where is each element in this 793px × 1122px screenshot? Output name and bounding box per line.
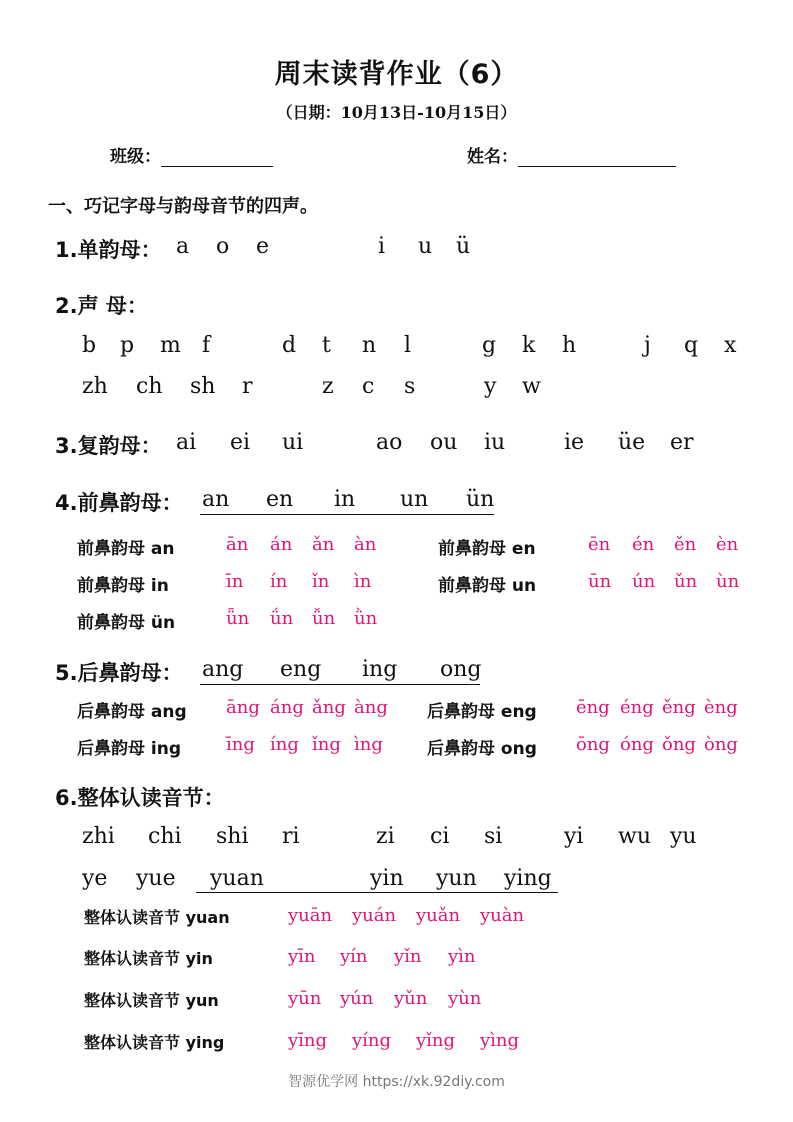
initial: z — [322, 374, 334, 399]
tone-syllable: àng — [354, 697, 388, 718]
class-blank — [161, 148, 273, 167]
tone-syllable: òng — [704, 734, 738, 755]
compound-final: ie — [564, 430, 585, 455]
tone-row-label: 后鼻韵母 ing — [77, 739, 182, 759]
tone-syllable: yīng — [288, 1030, 328, 1051]
single-final: u — [418, 234, 433, 259]
tone-syllable: yún — [340, 988, 374, 1009]
compound-finals-label-text: 3.复韵母： — [55, 434, 162, 458]
tone-syllable: ǘn — [270, 608, 294, 629]
front-nasal-final: ün — [466, 487, 495, 512]
tone-syllable: yuǎn — [416, 905, 461, 926]
name-field — [467, 142, 676, 167]
single-final: e — [256, 234, 270, 259]
initials-label-text: 2.声 母： — [55, 294, 148, 318]
front-nasal-underline — [200, 514, 494, 515]
tone-row-ong — [427, 734, 537, 759]
tone-row-en — [438, 534, 536, 559]
initial: n — [362, 333, 377, 358]
initial: r — [242, 374, 253, 399]
whole-syllable: yi — [564, 824, 584, 849]
tone-syllable: yìng — [480, 1030, 520, 1051]
whole-syllable: zi — [376, 824, 395, 849]
initial: g — [482, 333, 497, 358]
name-label: 姓名： — [467, 147, 518, 167]
tone-syllable: ùn — [716, 571, 740, 592]
initial: k — [522, 333, 536, 358]
front-nasal-label-text: 4.前鼻韵母： — [55, 491, 183, 515]
tone-syllable: yuán — [352, 905, 397, 926]
tone-row-yin — [84, 946, 213, 969]
tone-row-label: 后鼻韵母 ong — [427, 739, 537, 759]
tone-syllable: ēn — [588, 534, 611, 555]
tone-syllable: yín — [340, 946, 368, 967]
tone-syllable: ǎn — [312, 534, 335, 555]
tone-syllable: ún — [632, 571, 656, 592]
tone-syllable: én — [632, 534, 655, 555]
initial: m — [160, 333, 181, 358]
single-final: ü — [456, 234, 471, 259]
tone-syllable: yǐng — [416, 1030, 456, 1051]
tone-syllable: ūn — [588, 571, 612, 592]
back-nasal-final: eng — [280, 657, 322, 682]
tone-syllable: yìn — [448, 946, 476, 967]
tone-syllable: yǐn — [394, 946, 422, 967]
back-nasal-label — [55, 657, 183, 687]
initial: t — [322, 333, 331, 358]
tone-syllable: ín — [270, 571, 288, 592]
compound-final: ui — [282, 430, 304, 455]
back-nasal-label-text: 5.后鼻韵母： — [55, 661, 183, 685]
whole-syllable: si — [484, 824, 503, 849]
tone-syllable: yíng — [352, 1030, 392, 1051]
tone-syllable: èn — [716, 534, 739, 555]
front-nasal-final: en — [266, 487, 294, 512]
tone-row-un-umlaut — [77, 608, 175, 633]
whole-syllables-underline — [196, 892, 558, 893]
tone-syllable: ǔn — [674, 571, 698, 592]
single-final: i — [378, 234, 386, 259]
single-final: o — [216, 234, 230, 259]
date-line: （日期：10月13日-10月15日） — [276, 103, 517, 122]
tone-row-yun — [84, 988, 219, 1011]
tone-syllable: yuān — [288, 905, 333, 926]
class-field — [110, 142, 273, 167]
single-finals-label: 1.单韵母： — [55, 238, 162, 262]
tone-syllable: ǐn — [312, 571, 330, 592]
tone-row-label: 后鼻韵母 ang — [77, 702, 187, 722]
initial: j — [644, 333, 651, 358]
tone-row-label: 整体认读音节 yuan — [84, 908, 230, 927]
page-title: 周末读背作业（6） — [274, 59, 519, 90]
tone-syllable: óng — [620, 734, 654, 755]
tone-syllable: yīn — [288, 946, 316, 967]
initial: h — [562, 333, 577, 358]
front-nasal-final: in — [334, 487, 356, 512]
tone-syllable: áng — [270, 697, 304, 718]
back-nasal-final: ang — [202, 657, 244, 682]
tone-syllable: ǎng — [312, 697, 346, 718]
tone-syllable: ǚn — [312, 608, 336, 629]
tone-row-label: 整体认读音节 yun — [84, 991, 219, 1010]
whole-syllable: ci — [430, 824, 450, 849]
initial: p — [120, 333, 135, 358]
compound-final: ai — [176, 430, 197, 455]
whole-syllable: yu — [670, 824, 697, 849]
initials-label — [55, 290, 148, 320]
tone-row-label: 前鼻韵母 un — [438, 576, 537, 596]
tone-syllable: án — [270, 534, 293, 555]
name-blank — [518, 148, 676, 167]
class-label: 班级： — [110, 147, 161, 167]
compound-finals-label — [55, 430, 162, 460]
whole-syllable: yuan — [210, 866, 264, 891]
tone-syllable: ìng — [354, 734, 383, 755]
tone-syllable: ǖn — [226, 608, 250, 629]
whole-syllable: ye — [82, 866, 108, 891]
footer-watermark: 智源优学网 https://xk.92diy.com — [288, 1074, 505, 1090]
tone-syllable: àn — [354, 534, 377, 555]
tone-row-in — [77, 571, 169, 596]
single-final: a — [176, 234, 190, 259]
tone-syllable: āng — [226, 697, 260, 718]
tone-syllable: ēng — [576, 697, 610, 718]
initial: s — [404, 374, 416, 399]
tone-syllable: yǔn — [394, 988, 428, 1009]
whole-syllable: yue — [136, 866, 176, 891]
whole-syllable: yin — [370, 866, 404, 891]
initial: b — [82, 333, 97, 358]
tone-syllable: éng — [620, 697, 654, 718]
initial: sh — [190, 374, 216, 399]
initial: w — [522, 374, 541, 399]
compound-final: iu — [484, 430, 506, 455]
tone-row-an — [77, 534, 175, 559]
compound-final: er — [670, 430, 694, 455]
tone-row-label: 前鼻韵母 ün — [77, 613, 176, 633]
tone-syllable: ōng — [576, 734, 610, 755]
initial: q — [684, 333, 699, 358]
tone-syllable: yūn — [288, 988, 322, 1009]
tone-row-label: 前鼻韵母 en — [438, 539, 536, 559]
tone-row-eng — [427, 697, 537, 722]
tone-syllable: ǐng — [312, 734, 341, 755]
initial: y — [484, 374, 497, 399]
tone-syllable: ǜn — [354, 608, 378, 629]
back-nasal-final: ing — [362, 657, 398, 682]
front-nasal-final: an — [202, 487, 230, 512]
tone-row-label: 前鼻韵母 in — [77, 576, 169, 596]
whole-syllable: ying — [504, 866, 552, 891]
tone-row-label: 后鼻韵母 eng — [427, 702, 537, 722]
whole-syllable: shi — [216, 824, 249, 849]
back-nasal-final: ong — [440, 657, 482, 682]
initial: d — [282, 333, 297, 358]
front-nasal-label — [55, 487, 183, 517]
front-nasal-final: un — [400, 487, 429, 512]
whole-syllable: ri — [282, 824, 300, 849]
tone-syllable: yùn — [448, 988, 482, 1009]
initial: ch — [136, 374, 163, 399]
tone-syllable: īn — [226, 571, 244, 592]
tone-syllable: íng — [270, 734, 299, 755]
whole-syllable: zhi — [82, 824, 115, 849]
initial: c — [362, 374, 375, 399]
whole-syllable: wu — [618, 824, 651, 849]
tone-row-un — [438, 571, 536, 596]
compound-final: ei — [230, 430, 251, 455]
initial: zh — [82, 374, 108, 399]
tone-row-yuan — [84, 905, 230, 928]
tone-row-label: 整体认读音节 ying — [84, 1033, 225, 1052]
initial: x — [724, 333, 737, 358]
tone-row-label: 前鼻韵母 an — [77, 539, 175, 559]
compound-final: üe — [618, 430, 646, 455]
tone-syllable: yuàn — [480, 905, 525, 926]
whole-syllable: yun — [436, 866, 477, 891]
tone-row-label: 整体认读音节 yin — [84, 949, 213, 968]
compound-final: ao — [376, 430, 403, 455]
section-heading: 一、巧记字母与韵母音节的四声。 — [48, 196, 318, 217]
tone-syllable: ěng — [662, 697, 696, 718]
tone-row-ing — [77, 734, 181, 759]
single-finals-line — [55, 234, 162, 264]
whole-syllable: chi — [148, 824, 182, 849]
tone-syllable: īng — [226, 734, 255, 755]
initial: l — [404, 333, 412, 358]
back-nasal-underline — [200, 684, 480, 685]
initial: f — [202, 333, 211, 358]
whole-syllables-label-text: 6.整体认读音节： — [55, 786, 225, 810]
tone-row-ying — [84, 1030, 224, 1053]
tone-syllable: ěn — [674, 534, 697, 555]
compound-final: ou — [430, 430, 458, 455]
tone-syllable: ǒng — [662, 734, 696, 755]
tone-syllable: ān — [226, 534, 249, 555]
tone-syllable: ìn — [354, 571, 372, 592]
tone-row-ang — [77, 697, 187, 722]
whole-syllables-label — [55, 782, 225, 812]
tone-syllable: èng — [704, 697, 738, 718]
